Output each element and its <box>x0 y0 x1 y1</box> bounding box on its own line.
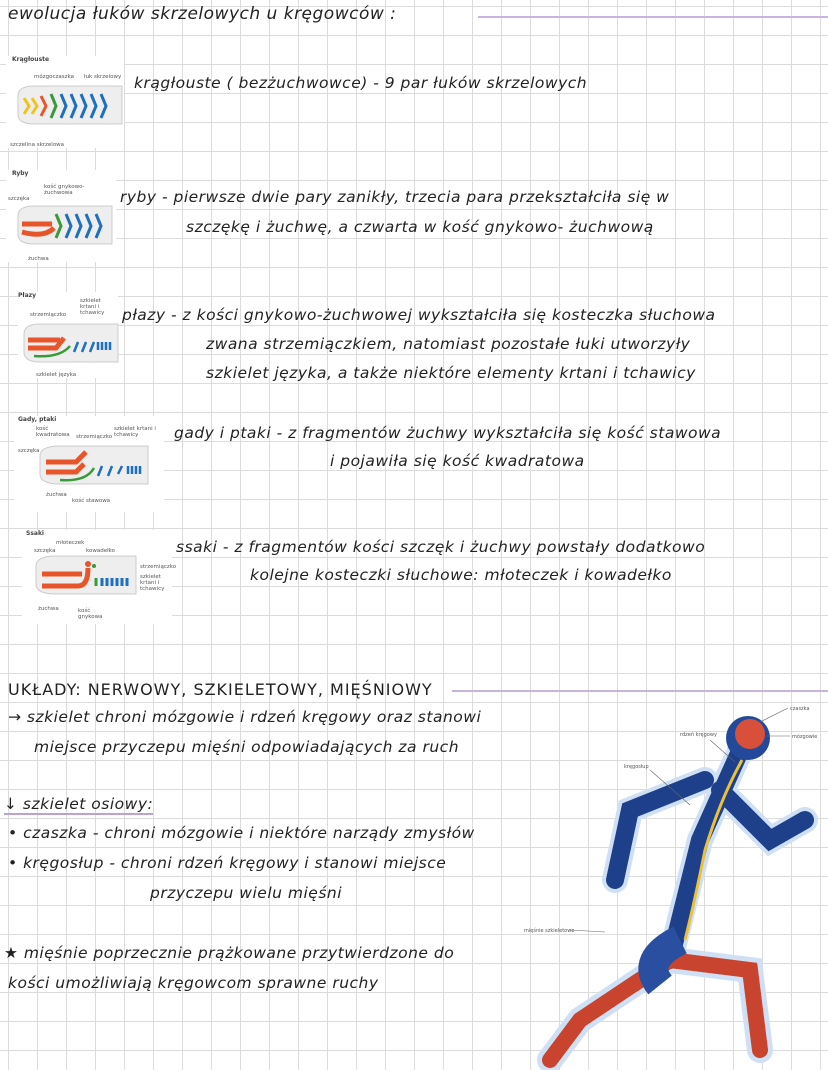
diagram-title: Ssaki <box>26 530 44 537</box>
diagram-label: strzemiączko <box>140 564 177 570</box>
section-rule <box>452 690 828 692</box>
gill-arches-illustration <box>14 84 124 128</box>
diagram-label: szkielet języka <box>36 372 77 378</box>
figure-label: kręgosłup <box>624 764 649 770</box>
axial-title: ↓ szkielet osiowy: <box>4 795 154 813</box>
figure-label: rdzeń kręgowy <box>680 732 717 738</box>
diagram-label: strzemiączko <box>30 312 67 318</box>
note-plazy-2: zwana strzemiączkiem, natomiast pozostałe łuki utworzyły <box>206 335 691 353</box>
diagram-label: szkielet krtani i tchawicy <box>114 426 156 438</box>
diagram-label: kość gnykowa <box>78 608 103 620</box>
diagram-label: szkielet krtani i tchawicy <box>80 298 105 316</box>
figure-label: mózgowie <box>792 734 818 740</box>
diagram-label: młoteczek <box>56 540 85 546</box>
diagram-label: kowadełko <box>86 548 116 554</box>
diagram-label: żuchwa <box>38 606 59 612</box>
diagram-label: szczelina skrzelowa <box>10 142 65 148</box>
diagram-title: Ryby <box>12 170 29 177</box>
diagram-gady-ptaki <box>14 416 164 512</box>
diagram-label: kość stawowa <box>72 498 111 504</box>
note-muscles-1: ★ mięśnie poprzecznie prążkowane przytwierdzone do <box>4 944 455 962</box>
page-title: ewolucja łuków skrzelowych u kręgowców : <box>8 4 397 24</box>
reptile-illustration <box>36 444 152 490</box>
note-gady-1: gady i ptaki - z fragmentów żuchwy wykształciła się kość stawowa <box>174 424 722 442</box>
diagram-kraglouste <box>6 56 124 148</box>
mammal-illustration <box>32 554 138 600</box>
diagram-label: żuchwa <box>28 256 49 262</box>
diagram-label: szczęka <box>8 196 30 202</box>
runner-anatomy-illustration <box>520 700 828 1070</box>
diagram-plazy <box>18 292 118 378</box>
title-rule <box>478 16 828 18</box>
note-axial-2: • kręgosłup - chroni rdzeń kręgowy i stanowi miejsce <box>8 854 447 872</box>
diagram-ryby <box>6 170 116 262</box>
diagram-label: łuk skrzelowy <box>84 74 122 80</box>
fish-jaw-illustration <box>14 204 114 248</box>
diagram-title: Płazy <box>18 292 37 299</box>
note-ssaki-1: ssaki - z fragmentów kości szczęk i żuchwy powstały dodatkowo <box>176 538 706 556</box>
diagram-label: kość kwadratowa <box>36 426 70 438</box>
note-axial-3: przyczepu wielu mięśni <box>150 884 343 902</box>
diagram-label: szkielet krtani i tchawicy <box>140 574 165 592</box>
note-axial-1: • czaszka - chroni mózgowie i niektóre narządy zmysłów <box>8 824 475 842</box>
note-plazy-1: płazy - z kości gnykowo-żuchwowej wykształciła się kosteczka słuchowa <box>122 306 716 324</box>
note-muscles-2: kości umożliwiają kręgowcom sprawne ruchy <box>8 974 379 992</box>
diagram-label: szczęka <box>34 548 56 554</box>
note-plazy-3: szkielet języka, a także niektóre elementy krtani i tchawicy <box>206 364 696 382</box>
note-gady-2: i pojawiła się kość kwadratowa <box>330 452 585 470</box>
note-skeleton-1: → szkielet chroni mózgowie i rdzeń kręgowy oraz stanowi <box>8 708 482 726</box>
note-kraglouste: krągłouste ( bezżuchwowce) - 9 par łuków skrzelowych <box>134 74 588 92</box>
section-title: UKŁADY: NERWOWY, SZKIELETOWY, MIĘŚNIOWY <box>8 680 433 699</box>
diagram-ssaki <box>22 530 177 624</box>
diagram-label: mózgoczaszka <box>34 74 74 80</box>
note-ryby-2: szczękę i żuchwę, a czwarta w kość gnykowo- żuchwową <box>186 218 654 236</box>
amphibian-illustration <box>20 322 120 366</box>
figure-label: mięśnie szkieletowe <box>524 928 575 934</box>
note-ryby-1: ryby - pierwsze dwie pary zanikły, trzecia para przekształciła się w <box>120 188 670 206</box>
diagram-label: strzemiączko <box>76 434 113 440</box>
diagram-title: Gady, ptaki <box>18 416 57 423</box>
diagram-title: Krągłouste <box>12 56 50 63</box>
note-skeleton-2: miejsce przyczepu mięśni odpowiadających za ruch <box>34 738 460 756</box>
note-ssaki-2: kolejne kosteczki słuchowe: młoteczek i kowadełko <box>250 566 672 584</box>
diagram-label: kość gnykowo-żuchwowa <box>44 184 85 196</box>
figure-label: czaszka <box>790 706 810 712</box>
diagram-label: szczęka <box>18 448 40 454</box>
diagram-label: żuchwa <box>46 492 67 498</box>
